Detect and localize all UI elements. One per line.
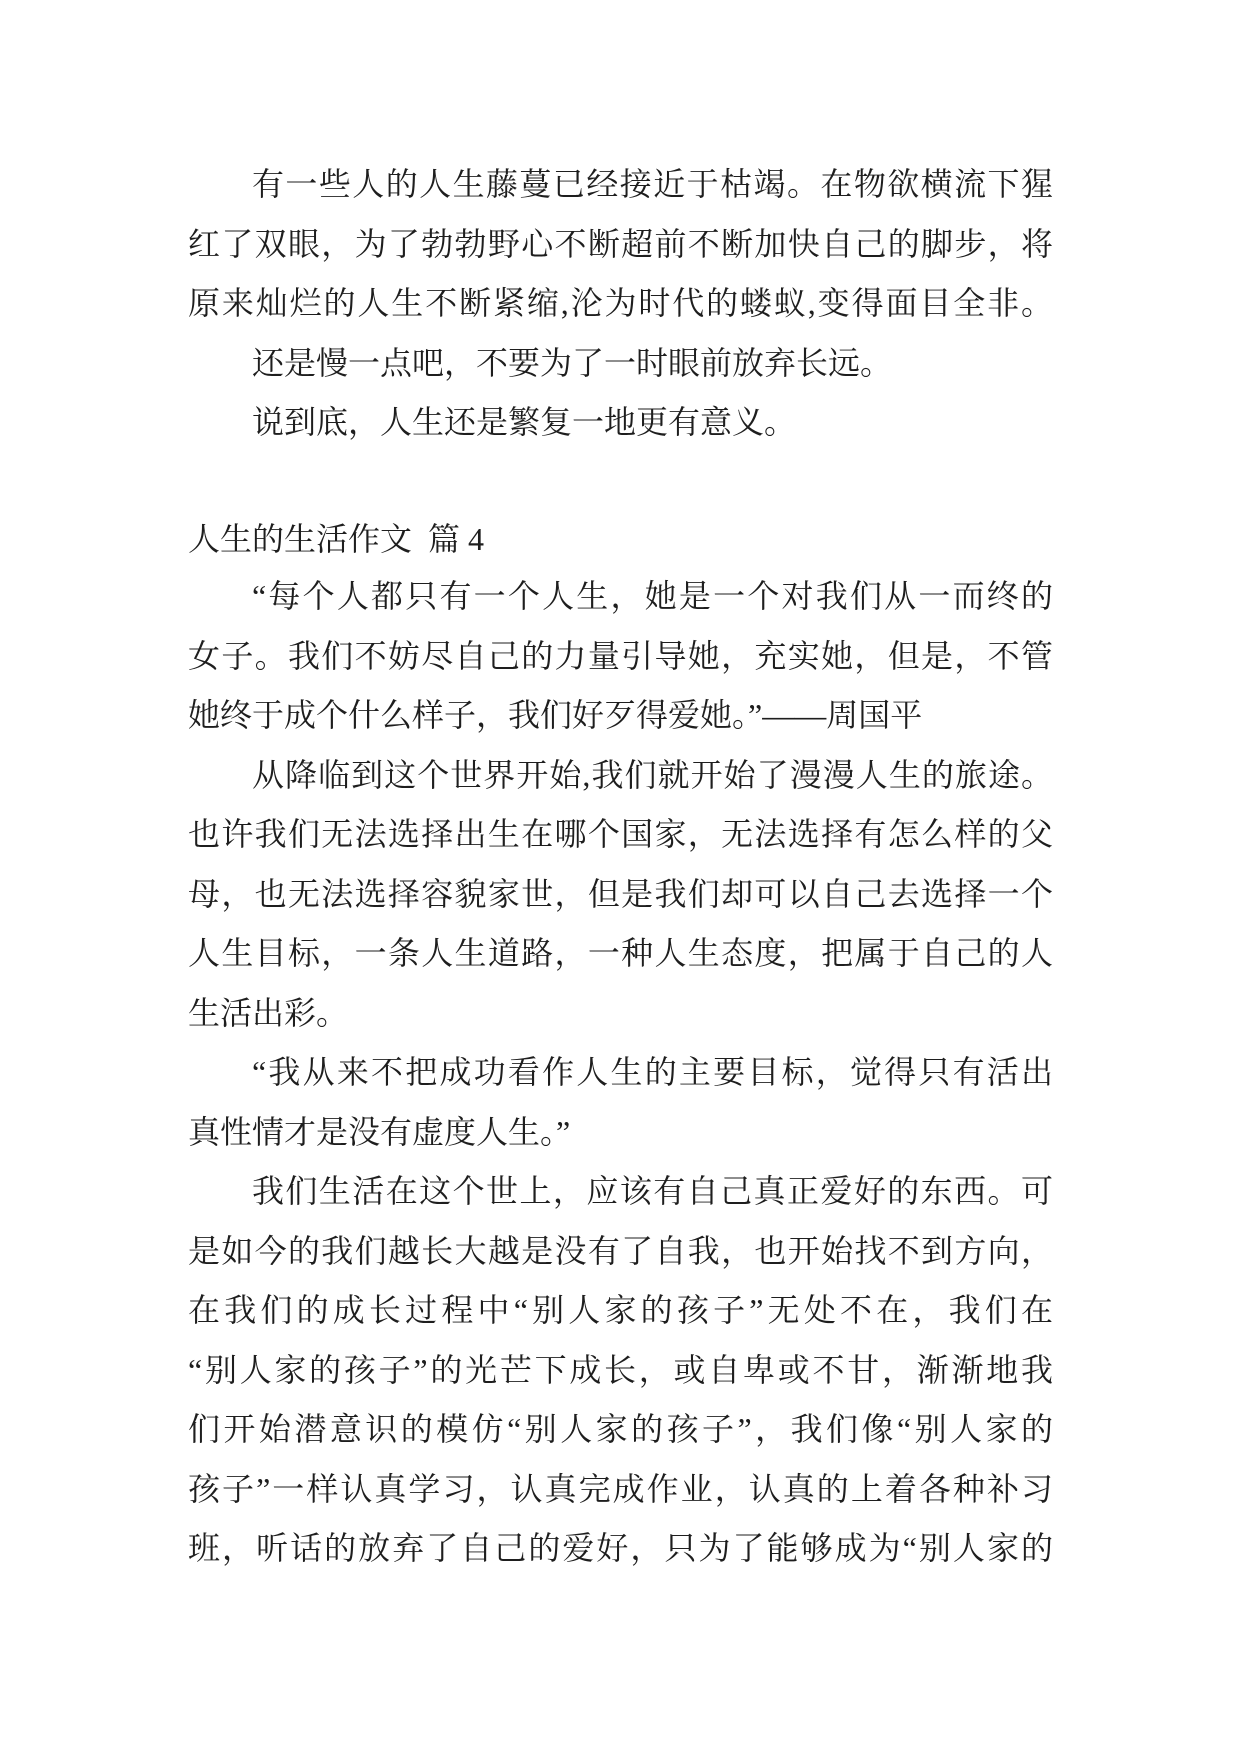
paragraph xyxy=(188,746,1053,1044)
essay-heading: 人生的生活作文 篇 4 xyxy=(188,521,485,557)
paragraph-line: 原来灿烂的人生不断紧缩,沦为时代的蝼蚁,变得面目全非。 xyxy=(188,285,1053,321)
paragraph xyxy=(188,1162,1053,1579)
paragraph-line: 在我们的成长过程中“别人家的孩子”无处不在，我们在 xyxy=(188,1292,1053,1328)
paragraph xyxy=(188,1043,1053,1162)
paragraph-line: 是如今的我们越长大越是没有了自我，也开始找不到方向， xyxy=(188,1232,1053,1269)
paragraph-line: “别人家的孩子”的光芒下成长，或自卑或不甘，渐渐地我 xyxy=(188,1351,1053,1388)
paragraph xyxy=(188,393,1053,453)
paragraph-line: “我从来不把成功看作人生的主要目标，觉得只有活出 xyxy=(252,1054,1053,1090)
paragraph-line: 们开始潜意识的模仿“别人家的孩子”，我们像“别人家的 xyxy=(188,1411,1053,1447)
paragraph-line: 说到底，人生还是繁复一地更有意义。 xyxy=(252,404,797,440)
paragraph-line: 女子。我们不妨尽自己的力量引导她，充实她，但是，不管 xyxy=(188,637,1053,674)
paragraph-line: 也许我们无法选择出生在哪个国家，无法选择有怎么样的父 xyxy=(188,816,1053,852)
paragraph-line: “每个人都只有一个人生，她是一个对我们从一而终的 xyxy=(252,578,1053,614)
document-body xyxy=(188,155,1053,1579)
paragraph-line: 孩子”一样认真学习，认真完成作业，认真的上着各种补习 xyxy=(188,1470,1053,1507)
paragraph-line: 她终于成个什么样子，我们好歹得爱她。”——周国平 xyxy=(188,697,923,733)
paragraph-line: 生活出彩。 xyxy=(188,994,349,1031)
paragraph-line: 班，听话的放弃了自己的爱好，只为了能够成为“别人家的 xyxy=(188,1530,1053,1566)
paragraph-line: 还是慢一点吧，不要为了一时眼前放弃长远。 xyxy=(252,344,893,381)
paragraph-line: 我们生活在这个世上，应该有自己真正爱好的东西。可 xyxy=(252,1173,1053,1209)
paragraph-line: 红了双眼，为了勃勃野心不断超前不断加快自己的脚步，将 xyxy=(188,225,1053,262)
paragraph xyxy=(188,567,1053,746)
paragraph-line: 有一些人的人生藤蔓已经接近于枯竭。在物欲横流下猩 xyxy=(252,166,1053,202)
blank-line xyxy=(188,453,1053,513)
paragraph xyxy=(188,334,1053,394)
paragraph-line: 人生目标，一条人生道路，一种人生态度，把属于自己的人 xyxy=(188,935,1053,971)
paragraph-line: 从降临到这个世界开始,我们就开始了漫漫人生的旅途。 xyxy=(252,756,1053,793)
paragraph-line: 母，也无法选择容貌家世，但是我们却可以自己去选择一个 xyxy=(188,875,1053,912)
paragraph-line: 真性情才是没有虚度人生。” xyxy=(188,1113,571,1150)
paragraph xyxy=(188,155,1053,334)
